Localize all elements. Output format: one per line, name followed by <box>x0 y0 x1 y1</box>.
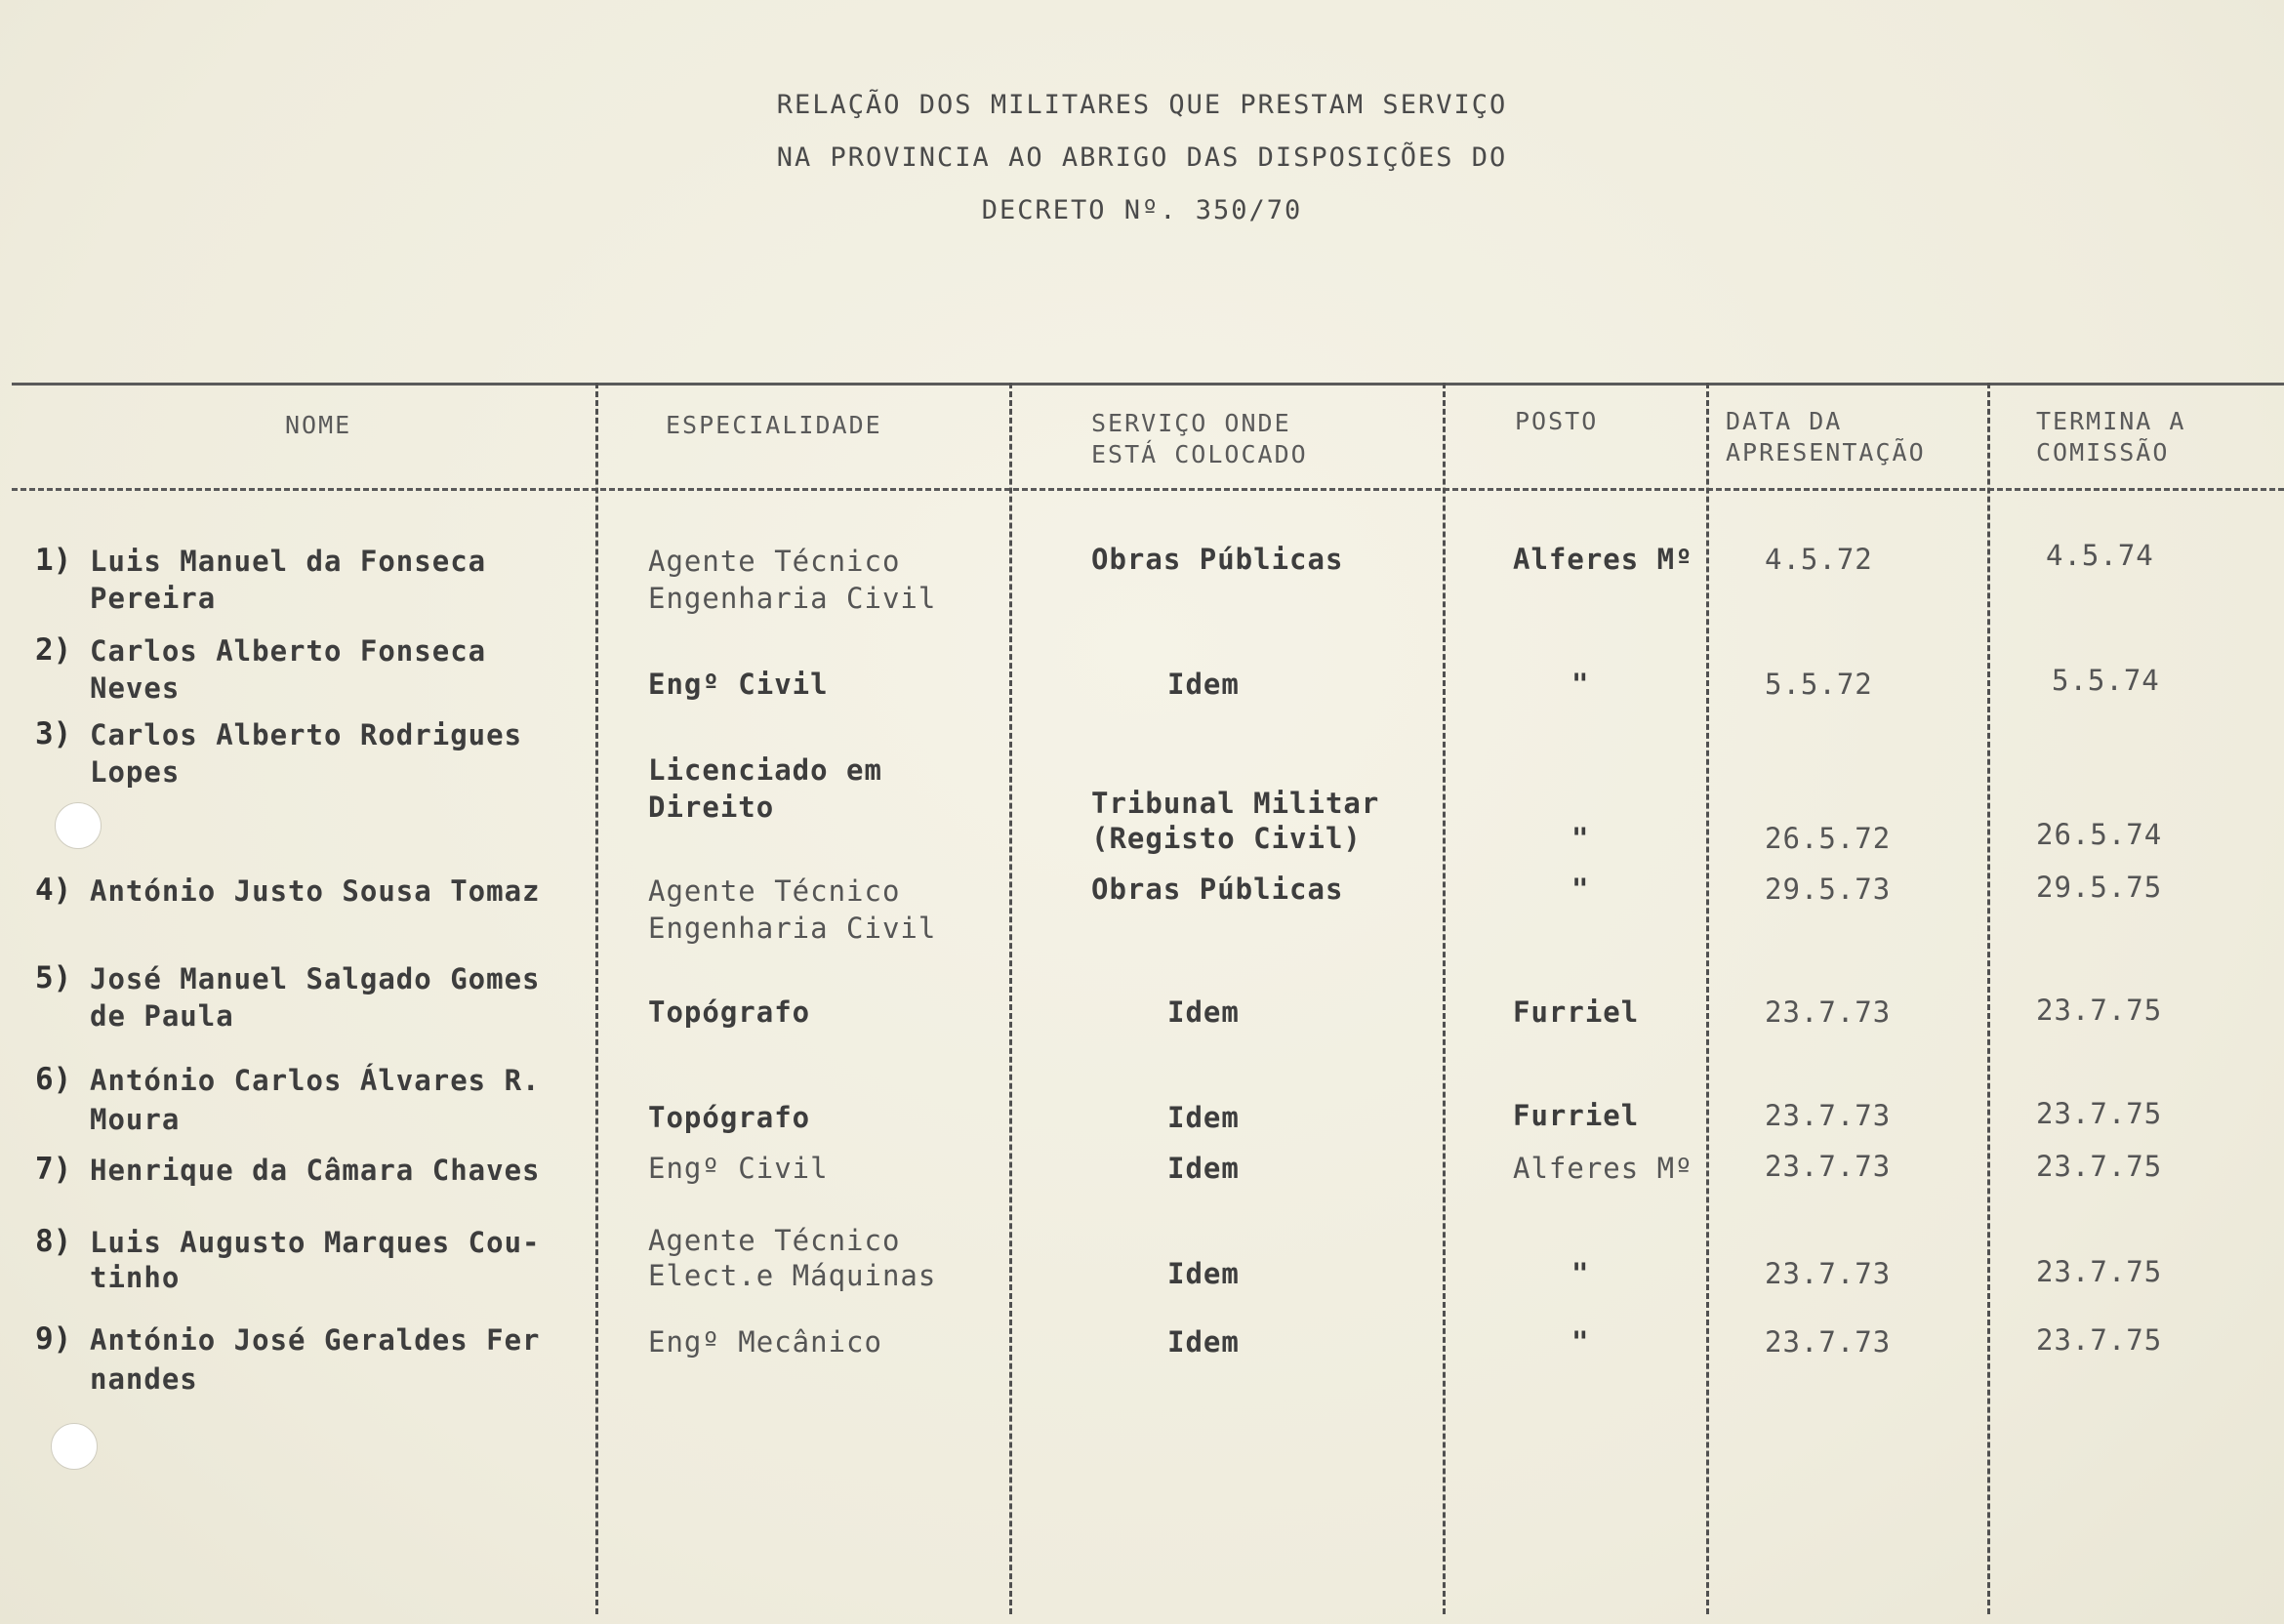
posto: " <box>1571 1325 1590 1359</box>
row-number: 2) <box>35 632 72 668</box>
posto: Furriel <box>1513 995 1640 1029</box>
column-divider <box>1443 383 1446 1614</box>
data-apresentacao: 29.5.73 <box>1765 873 1892 906</box>
title-line-3: DECRETO Nº. 350/70 <box>981 195 1303 225</box>
nome-line1: Luis Manuel da Fonseca <box>90 545 487 578</box>
servico-line1: Idem <box>1167 995 1240 1029</box>
termina-comissao: 23.7.75 <box>2036 1323 2163 1357</box>
especialidade-line2: Engenharia Civil <box>648 912 937 945</box>
especialidade-line1: Engº Civil <box>648 1152 829 1185</box>
row-number: 8) <box>35 1224 72 1259</box>
especialidade-line1: Topógrafo <box>648 1101 811 1134</box>
data-apresentacao: 4.5.72 <box>1765 543 1873 576</box>
termina-comissao: 23.7.75 <box>2036 1097 2163 1130</box>
especialidade-line2: Elect.e Máquinas <box>648 1259 937 1292</box>
row-number: 9) <box>35 1321 72 1357</box>
column-divider <box>595 383 598 1614</box>
header-nome: NOME <box>285 411 352 439</box>
header-especialidade: ESPECIALIDADE <box>666 411 882 439</box>
termina-comissao: 23.7.75 <box>2036 1255 2163 1288</box>
posto: " <box>1571 873 1590 906</box>
termina-comissao: 4.5.74 <box>2046 539 2154 572</box>
nome-line1: António José Geraldes Fer <box>90 1323 541 1357</box>
nome-line1: António Carlos Álvares R. <box>90 1064 541 1097</box>
data-apresentacao: 5.5.72 <box>1765 668 1873 701</box>
especialidade-line1: Agente Técnico <box>648 545 901 578</box>
header-servico-line1: SERVIÇO ONDE <box>1091 409 1291 437</box>
termina-comissao: 29.5.75 <box>2036 871 2163 904</box>
nome-line1: José Manuel Salgado Gomes <box>90 962 541 995</box>
especialidade-line1: Engº Mecânico <box>648 1325 882 1359</box>
row-number: 3) <box>35 716 72 751</box>
servico-line1: Idem <box>1167 1101 1240 1134</box>
servico-line2: (Registo Civil) <box>1091 822 1362 855</box>
column-divider <box>1987 383 1990 1614</box>
punch-hole <box>51 1423 98 1470</box>
posto: " <box>1571 668 1590 701</box>
title-line-1: RELAÇÃO DOS MILITARES QUE PRESTAM SERVIÇO <box>776 90 1508 120</box>
servico-line1: Obras Públicas <box>1091 873 1344 906</box>
header-termina-line2: COMISSÃO <box>2036 438 2170 467</box>
servico-line1: Obras Públicas <box>1091 543 1344 576</box>
termina-comissao: 23.7.75 <box>2036 994 2163 1027</box>
posto: " <box>1571 822 1590 855</box>
posto: Alferes Mº <box>1513 1152 1693 1185</box>
data-apresentacao: 23.7.73 <box>1765 1325 1892 1359</box>
data-apresentacao: 23.7.73 <box>1765 1099 1892 1132</box>
nome-line1: Carlos Alberto Rodrigues <box>90 718 523 751</box>
data-apresentacao: 23.7.73 <box>1765 1150 1892 1183</box>
table-top-rule <box>12 383 2284 386</box>
punch-hole <box>55 802 102 849</box>
servico-line1: Idem <box>1167 668 1240 701</box>
column-divider <box>1009 383 1012 1614</box>
servico-line1: Idem <box>1167 1152 1240 1185</box>
column-divider <box>1706 383 1709 1614</box>
especialidade-line1: Agente Técnico <box>648 874 901 908</box>
especialidade-line1: Topógrafo <box>648 995 811 1029</box>
nome-line2: Neves <box>90 671 181 705</box>
nome-line2: Lopes <box>90 755 181 789</box>
posto: Furriel <box>1513 1099 1640 1132</box>
title-line-2: NA PROVINCIA AO ABRIGO DAS DISPOSIÇÕES DO <box>776 142 1508 173</box>
servico-line1: Idem <box>1167 1325 1240 1359</box>
termina-comissao: 5.5.74 <box>2052 664 2160 697</box>
nome-line2: Pereira <box>90 582 217 615</box>
termina-comissao: 26.5.74 <box>2036 818 2163 851</box>
servico-line1: Tribunal Militar <box>1091 787 1380 820</box>
row-number: 5) <box>35 960 72 995</box>
nome-line2: tinho <box>90 1261 181 1294</box>
especialidade-line2: Direito <box>648 791 775 824</box>
posto: Alferes Mº <box>1513 543 1693 576</box>
row-number: 6) <box>35 1062 72 1097</box>
header-posto: POSTO <box>1515 407 1599 435</box>
header-data-line2: APRESENTAÇÃO <box>1726 438 1926 467</box>
nome-line2: de Paula <box>90 999 234 1033</box>
data-apresentacao: 23.7.73 <box>1765 995 1892 1029</box>
nome-line2: Moura <box>90 1103 181 1136</box>
servico-line1: Idem <box>1167 1257 1240 1290</box>
especialidade-line2: Engenharia Civil <box>648 582 937 615</box>
data-apresentacao: 26.5.72 <box>1765 822 1892 855</box>
nome-line1: Luis Augusto Marques Cou- <box>90 1226 541 1259</box>
header-bottom-rule <box>12 488 2284 491</box>
row-number: 1) <box>35 543 72 578</box>
header-data-line1: DATA DA <box>1726 407 1843 435</box>
nome-line2: nandes <box>90 1362 198 1396</box>
especialidade-line1: Agente Técnico <box>648 1224 901 1257</box>
termina-comissao: 23.7.75 <box>2036 1150 2163 1183</box>
posto: " <box>1571 1257 1590 1290</box>
header-servico-line2: ESTÁ COLOCADO <box>1091 440 1308 468</box>
especialidade-line1: Licenciado em <box>648 753 882 787</box>
row-number: 4) <box>35 873 72 908</box>
header-termina-line1: TERMINA A <box>2036 407 2186 435</box>
nome-line1: Henrique da Câmara Chaves <box>90 1154 541 1187</box>
row-number: 7) <box>35 1152 72 1187</box>
especialidade-line1: Engº Civil <box>648 668 829 701</box>
nome-line1: Carlos Alberto Fonseca <box>90 634 487 668</box>
data-apresentacao: 23.7.73 <box>1765 1257 1892 1290</box>
nome-line1: António Justo Sousa Tomaz <box>90 874 541 908</box>
